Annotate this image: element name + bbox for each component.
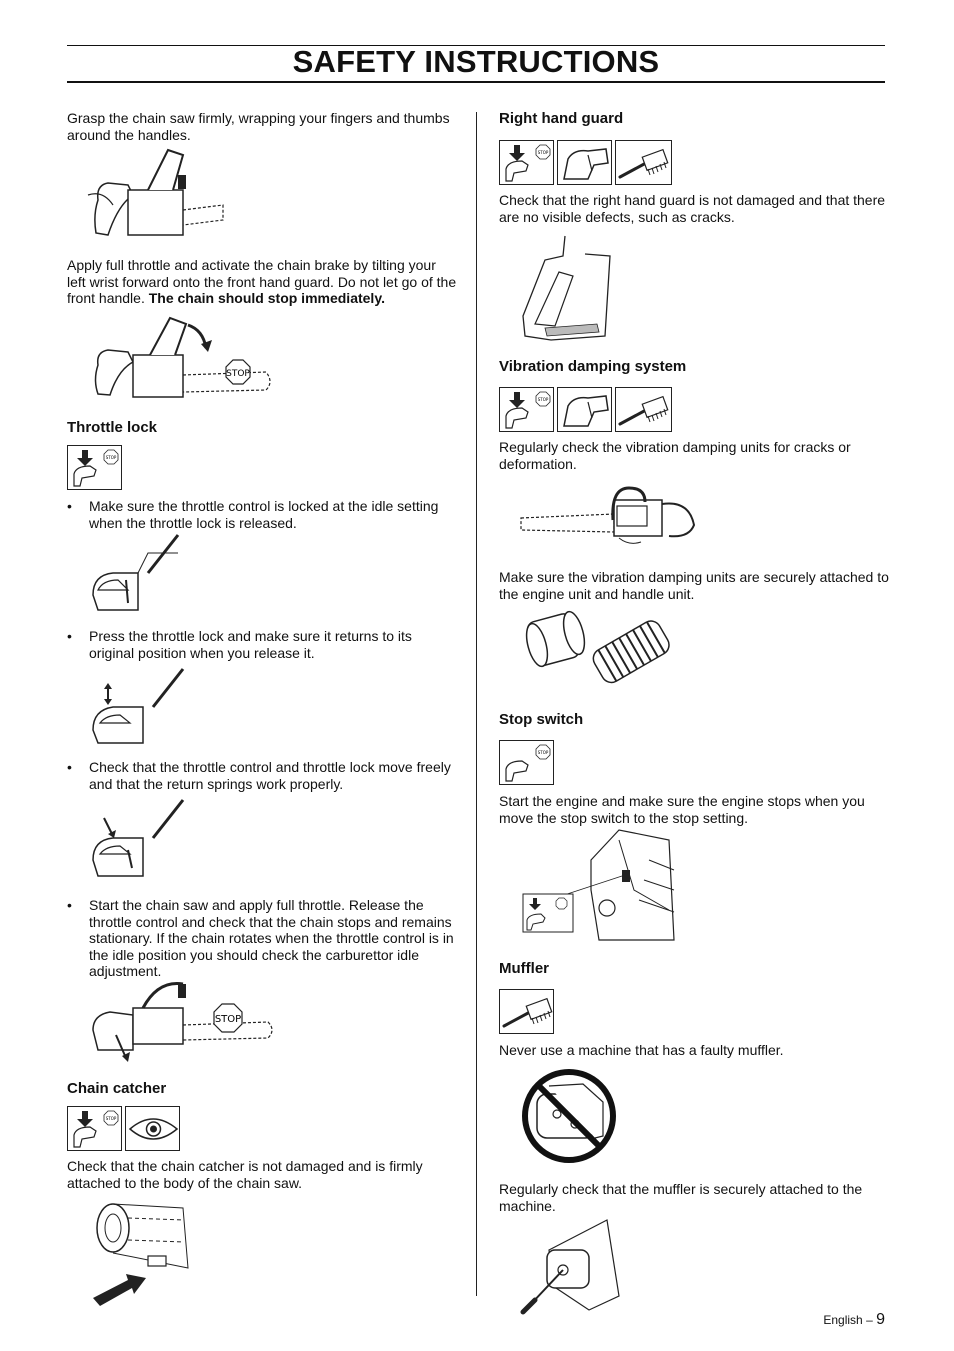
muffler-attachment-illustration (519, 1220, 629, 1316)
apply-throttle-text (67, 257, 457, 307)
vibration-heading: Vibration damping system (499, 358, 687, 375)
inspect-stop-icon (68, 446, 123, 491)
inspect-stop-icon (500, 388, 555, 433)
footer-language: English (823, 1313, 863, 1327)
page-title: SAFETY INSTRUCTIONS (292, 44, 660, 79)
hand-guard-icon (558, 388, 613, 433)
vibration-text-2: Make sure the vibration damping units are securely attached to the engine unit and handle unit. (499, 569, 889, 602)
muffler-brush-icon-box (499, 989, 554, 1034)
stop-switch-text: Start the engine and make sure the engine stops when you move the stop switch to the stop setting. (499, 793, 865, 826)
throttle-free-move-illustration (88, 798, 188, 878)
vibration-chainsaw-illustration (519, 480, 699, 552)
hand-guard-icon (558, 141, 613, 186)
right-hand-guard-heading: Right hand guard (499, 110, 624, 127)
right-hand-guard-illustration (515, 236, 615, 342)
muffler-text-1: Never use a machine that has a faulty muffler. (499, 1042, 784, 1058)
bullet-text: Start the chain saw and apply full throttle. Release the throttle control and check that the chain stops and remains stationary. If the chain rotates when the throttle control is in the idle position you should check the carburettor idle adjustment. (89, 897, 454, 979)
brush-icon (616, 141, 673, 186)
muffler-heading: Muffler (499, 960, 549, 977)
stop-badge-label: STOP (105, 455, 117, 460)
full-throttle-stop-illustration (88, 980, 278, 1062)
bullet-text: Make sure the throttle control is locked at the idle setting when the throttle lock is released. (89, 498, 439, 531)
throttle-idle-illustration (88, 535, 183, 615)
stop-switch-heading: Stop switch (499, 711, 584, 728)
faulty-muffler-prohibited-illustration (519, 1066, 623, 1166)
rhg-brush-icon-box (615, 140, 672, 185)
chain-catcher-text: Check that the chain catcher is not damaged and is firmly attached to the body of the chain saw. (67, 1158, 423, 1191)
inspect-stop-icon (500, 141, 555, 186)
stop-badge-label: STOP (537, 397, 549, 402)
brush-icon (500, 990, 555, 1035)
vib-brush-icon-box (615, 387, 672, 432)
eye-icon (126, 1107, 181, 1152)
chain-catcher-illustration (88, 1198, 198, 1308)
header-bottom-rule (67, 81, 885, 83)
damping-units-illustration (519, 605, 679, 695)
bullet-text: Press the throttle lock and make sure it returns to its original position when you release it. (89, 628, 412, 661)
stop-sign-label: STOP (214, 1014, 242, 1025)
inspect-stop-icon-box (67, 445, 122, 490)
throttle-lock-heading: Throttle lock (67, 419, 158, 436)
bullet-dot: • (67, 498, 72, 514)
brush-icon (616, 388, 673, 433)
column-divider (476, 112, 477, 1296)
inspect-stop-icon (500, 741, 555, 786)
vib-inspect-icon-box (499, 387, 554, 432)
bullet-dot: • (67, 628, 72, 644)
page-number: 9 (876, 1311, 885, 1328)
rhg-inspect-icon-box (499, 140, 554, 185)
stop-switch-illustration (519, 830, 679, 945)
chain-brake-illustration (88, 310, 278, 400)
stop-sign-label: STOP (226, 369, 250, 379)
apply-throttle-plain: Apply full throttle and activate the chain brake by tilting your left wrist forward onto the front hand guard. Do not let go of the front handle. (67, 257, 457, 306)
bullet-dot: • (67, 759, 72, 775)
throttle-lock-return-illustration (88, 665, 188, 745)
footer-dash: – (866, 1313, 873, 1327)
right-hand-guard-text: Check that the right hand guard is not damaged and that there are no visible defects, such as cracks. (499, 192, 886, 225)
chain-catcher-inspect-icon-box (67, 1106, 122, 1151)
muffler-text-2: Regularly check that the muffler is securely attached to the machine. (499, 1181, 863, 1214)
bullet-dot: • (67, 897, 72, 913)
vibration-text-1: Regularly check the vibration damping units for cracks or deformation. (499, 439, 851, 472)
vib-hand-guard-icon-box (557, 387, 612, 432)
page-footer (823, 1311, 885, 1329)
intro-text: Grasp the chain saw firmly, wrapping your fingers and thumbs around the handles. (67, 110, 450, 143)
stop-badge-label: STOP (537, 750, 549, 755)
bullet-text: Check that the throttle control and throttle lock move freely and that the return springs work properly. (89, 759, 451, 792)
stop-badge-label: STOP (105, 1116, 117, 1121)
grip-chainsaw-illustration (88, 145, 228, 240)
rhg-hand-guard-icon-box (557, 140, 612, 185)
stop-switch-icon-box (499, 740, 554, 785)
chain-catcher-heading: Chain catcher (67, 1080, 167, 1097)
inspect-stop-icon (68, 1107, 123, 1152)
visual-inspection-icon-box (125, 1106, 180, 1151)
apply-throttle-bold: The chain should stop immediately. (148, 290, 385, 306)
stop-badge-label: STOP (537, 150, 549, 155)
